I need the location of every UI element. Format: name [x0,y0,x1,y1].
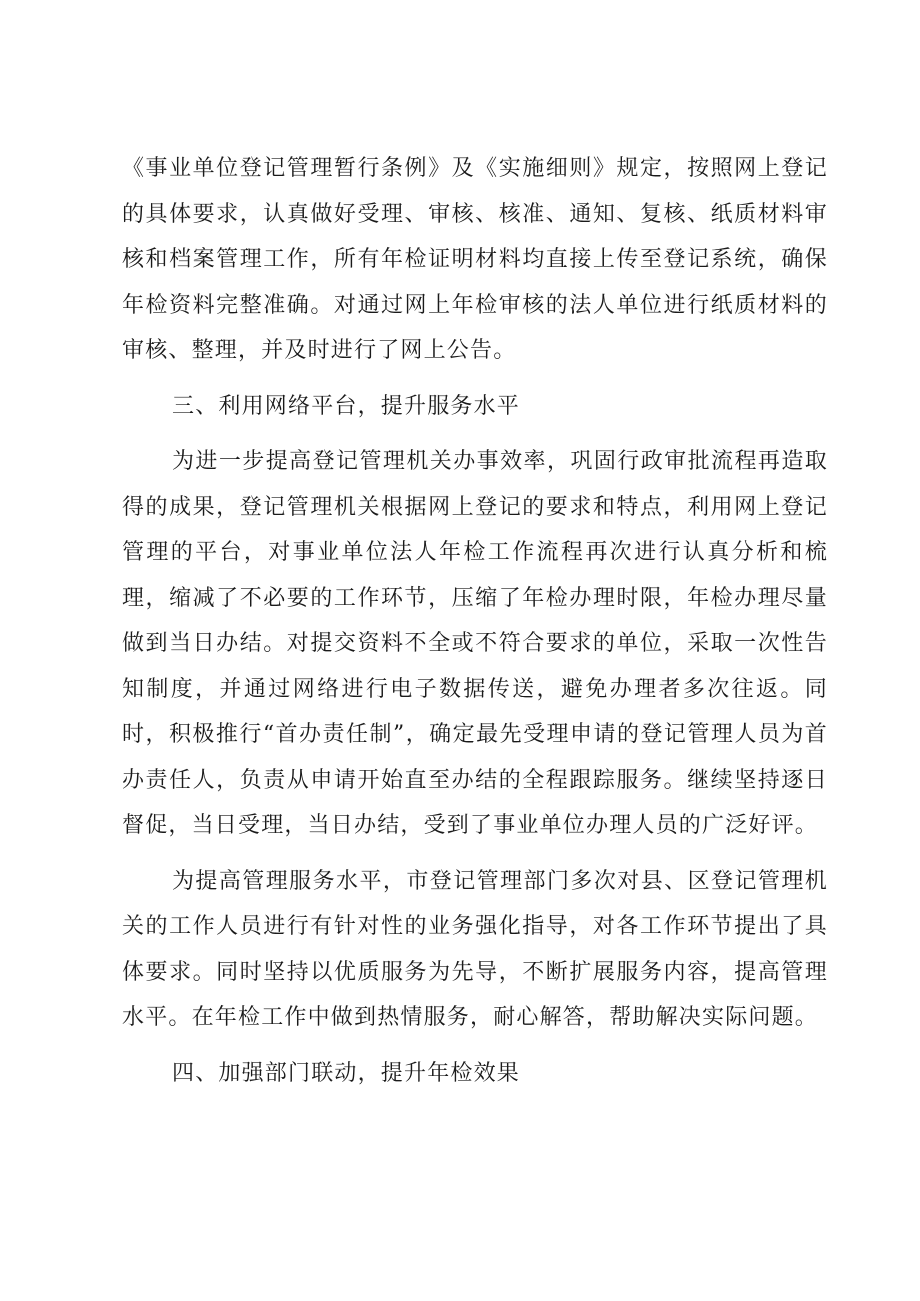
paragraph-gap [122,849,828,859]
section-heading-3: 三、利用网络平台，提升服务水平 [172,393,521,419]
body-paragraph-3: 为提高管理服务水平，市登记管理部门多次对县、区登记管理机关的工作人员进行有针对性的业务强化指导，对各工作环节提出了具体要求。同时坚持以优质服务为先导，不断扩展服务内容，提高管理水平。在年检工作中做到热情服务，耐心解答，帮助解决实际问题。 [122,868,828,1030]
section-heading-4: 四、加强部门联动，提升年检效果 [172,1060,521,1086]
body-paragraph-2: 为进一步提高登记管理机关办事效率，巩固行政审批流程再造取得的成果，登记管理机关根据网上登记的要求和特点，利用网上登记管理的平台，对事业单位法人年检工作流程再次进行认真分析和梳理，缩减了不必要的工作环节，压缩了年检办理时限，年检办理尽量做到当日办结。对提交资料不全或不符合要求的单位，采取一次性告知制度，并通过网络进行电子数据传送，避免办理者多次往返。同时，积极推行“首办责任制”，确定最先受理申请的登记管理人员为首办责任人，负责从申请开始直至办结的全程跟踪服务。继续坚持逐日督促，当日受理，当日办结，受到了事业单位办理人员的广泛好评。 [122,449,828,838]
paragraph-gap [122,374,828,384]
body-paragraph-1: 《事业单位登记管理暂行条例》及《实施细则》规定，按照网上登记的具体要求，认真做好受理、审核、核准、通知、复核、纸质材料审核和档案管理工作，所有年检证明材料均直接上传至登记系统，确保年检资料完整准确。对通过网上年检审核的法人单位进行纸质材料的审核、整理，并及时进行了网上公告。 [122,156,828,363]
paragraph-gap [122,429,828,439]
document-page [122,146,828,1096]
paragraph-gap [122,1041,828,1051]
